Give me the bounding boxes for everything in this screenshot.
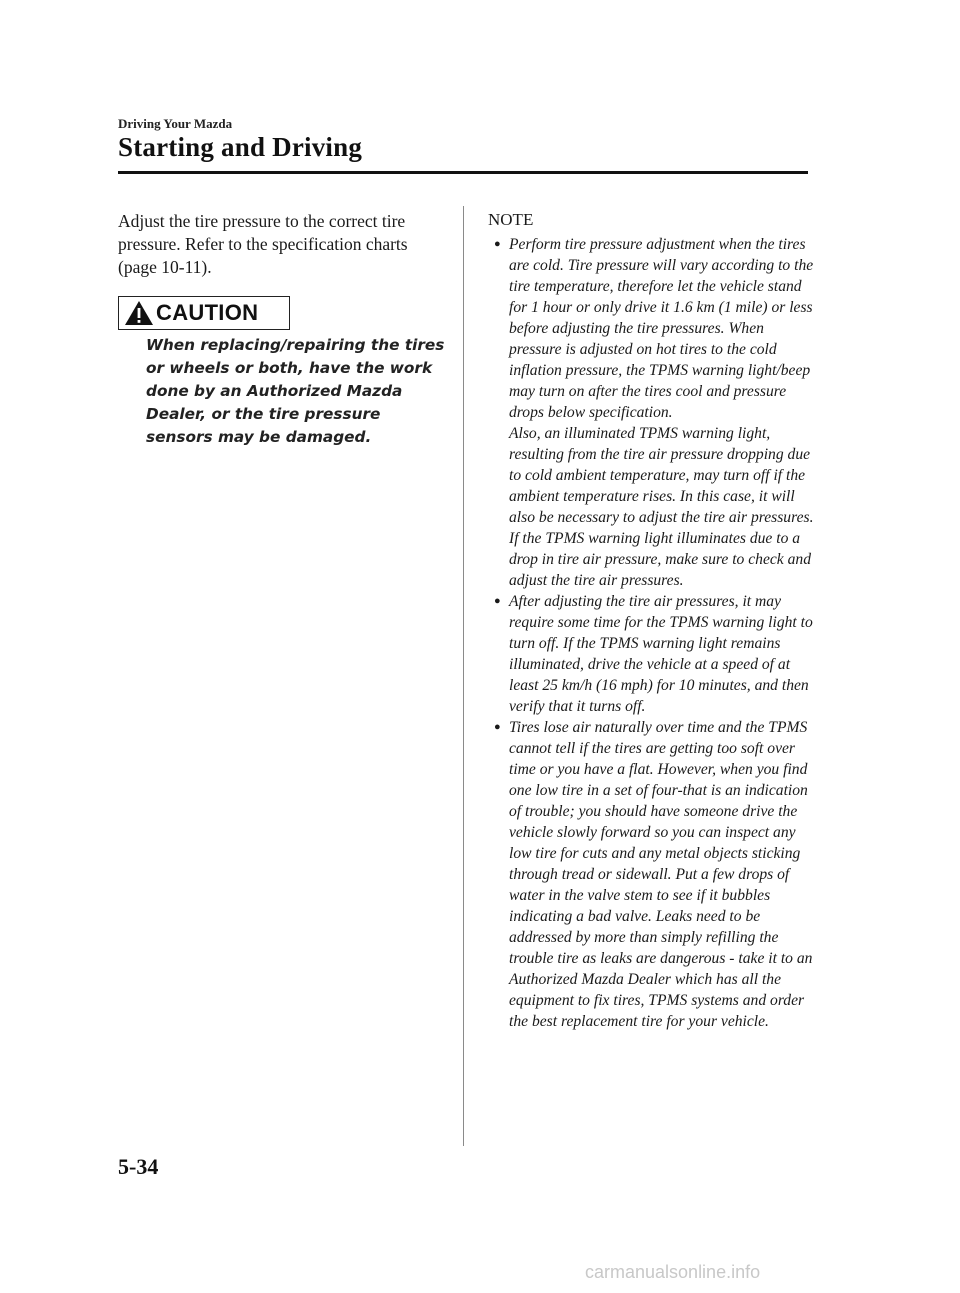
note-list	[484, 234, 814, 1032]
note-paragraph: Also, an illuminated TPMS warning light, resulting from the tire air pressure dropping due to cold ambient temperature, may turn off if the ambient temperature rises. In this case, it will also be necessary to adjust the tire air pressures. If the TPMS warning light illuminates due to a drop in tire air pressure, make sure to check and adjust the tire air pressures.	[509, 425, 814, 589]
left-column	[118, 210, 438, 279]
section-label: Driving Your Mazda	[118, 116, 233, 131]
bullet-icon: ●	[494, 721, 501, 733]
page-number: 5-34	[118, 1154, 159, 1179]
footer-watermark[interactable]: carmanualsonline.info	[585, 1262, 761, 1282]
caution-label-box	[118, 296, 290, 330]
note-paragraph: After adjusting the tire air pressures, it may require some time for the TPMS warning light to turn off. If the TPMS warning light remains illuminated, drive the vehicle at a speed of at least 25 km/h (16 mph) for 10 minutes, and then verify that it turns off.	[509, 593, 813, 715]
bullet-icon: ●	[494, 238, 501, 250]
intro-paragraph: Adjust the tire pressure to the correct tire pressure. Refer to the specification charts (page 10-11).	[118, 211, 408, 277]
note-item	[484, 717, 814, 1032]
header-rule	[118, 171, 808, 174]
caution-label: CAUTION	[156, 300, 259, 325]
note-item	[484, 591, 814, 717]
column-divider	[463, 206, 464, 1146]
note-item	[484, 234, 814, 591]
chapter-title: Starting and Driving	[118, 132, 363, 162]
bullet-icon: ●	[494, 595, 501, 607]
note-heading: NOTE	[488, 210, 534, 229]
caution-text: When replacing/repairing the tires or wheels or both, have the work done by an Authorized Mazda Dealer, or the tire pressure sensors may be damaged.	[146, 336, 445, 446]
warning-triangle-icon	[124, 300, 154, 326]
note-paragraph: Perform tire pressure adjustment when the tires are cold. Tire pressure will vary according to the tire temperature, therefore let the vehicle stand for 1 hour or only drive it 1.6 km (1 mile) or less before adjusting the tire pressures. When pressure is adjusted on hot tires to the cold inflation pressure, the TPMS warning light/beep may turn on after the tires cool and pressure drops below specification.	[509, 236, 814, 421]
note-paragraph: Tires lose air naturally over time and the TPMS cannot tell if the tires are getting too soft over time or you have a flat. However, when you find one low tire in a set of four-that is an indication of trouble; you should have someone drive the vehicle slowly forward so you can inspect any low tire for cuts and any metal objects sticking through tread or sidewall. Put a few drops of water in the valve stem to see if it bubbles indicating a bad valve. Leaks need to be addressed by more than simply refilling the trouble tire as leaks are dangerous - take it to an Authorized Mazda Dealer which has all the equipment to fix tires, TPMS systems and order the best replacement tire for your vehicle.	[509, 719, 813, 1030]
right-column	[484, 210, 814, 1032]
